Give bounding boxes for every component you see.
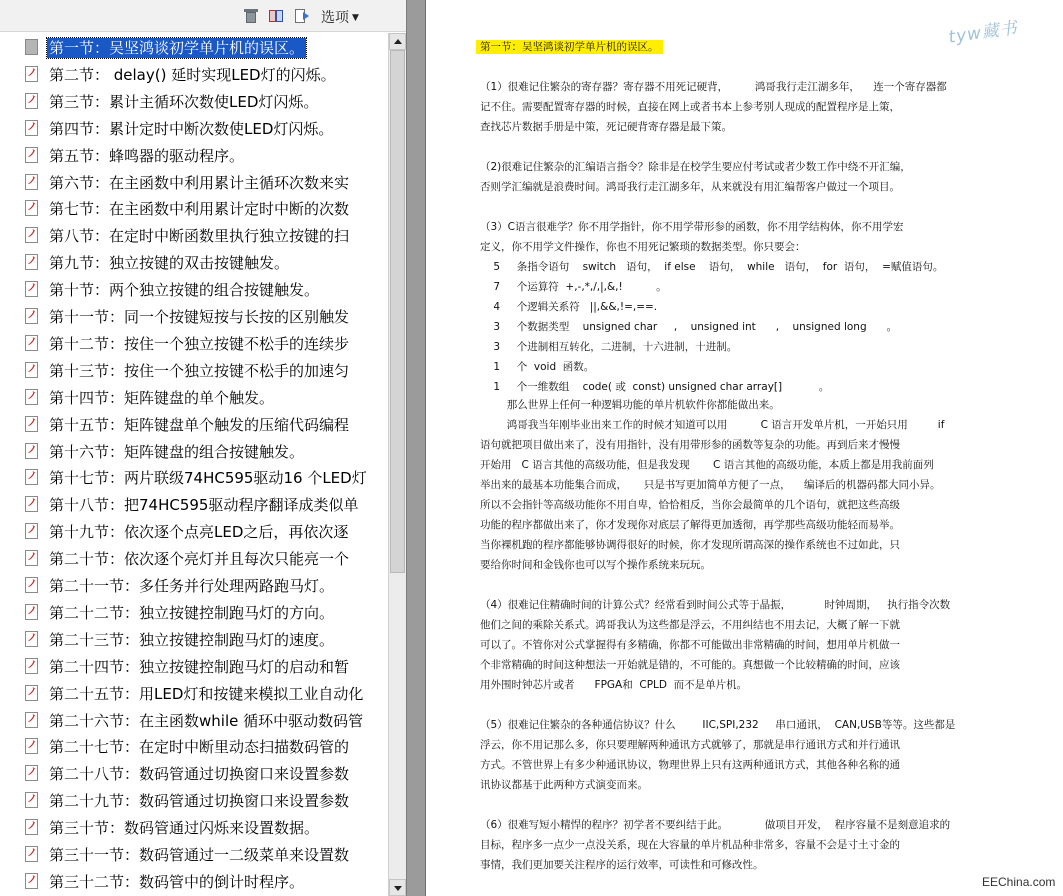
pdf-bookmark-icon: ノ: [25, 389, 40, 406]
bookmark-item[interactable]: [0, 171, 388, 198]
bookmark-label: 第五节：蜂鸣器的驱动程序。: [49, 146, 245, 165]
bookmark-item[interactable]: [0, 520, 388, 547]
document-line: 定义，你不用学文件操作，你也不用死记繁琐的数据类型。你只要会：: [480, 241, 806, 253]
delete-icon[interactable]: [243, 8, 259, 24]
bookmark-label: 第二节： delay() 延时实现LED灯的闪烁。: [49, 65, 336, 84]
bookmark-label: 第二十八节：数码管通过切换窗口来设置参数: [49, 765, 350, 784]
document-line: （2)很难记住繁杂的汇编语言指令？除非是在校学生要应付考试或者少数工作中绕不开汇编，: [480, 161, 911, 173]
document-line: 用外围时钟芯片或者 FPGA和 CPLD 而不是单片机。: [480, 679, 748, 691]
bookmark-item[interactable]: [0, 789, 388, 816]
document-line: 所以不会指针等高级功能你不用自卑，恰恰相反，当你会最简单的几个语句，就把这些高级: [480, 499, 900, 511]
pdf-bookmark-icon: ノ: [25, 308, 40, 325]
options-menu-button[interactable]: [321, 7, 359, 27]
bookmark-item[interactable]: [0, 197, 388, 224]
scroll-down-button[interactable]: [389, 879, 406, 896]
document-line: （3）C语言很难学？你不用学指针，你不用学带形参的函数，你不用学结构体，你不用学宏: [480, 221, 904, 233]
document-line: 事情，我们更加要关注程序的运行效率，可读性和可修改性。: [480, 859, 764, 871]
bookmark-item[interactable]: [0, 816, 388, 843]
pdf-bookmark-icon: ノ: [25, 712, 40, 729]
pdf-bookmark-icon: ノ: [25, 550, 40, 567]
chevron-down-icon: ▼: [352, 13, 359, 23]
pdf-bookmark-icon: ノ: [25, 362, 40, 379]
bookmark-label: 第二十节：依次逐个亮灯并且每次只能亮一个: [49, 550, 350, 569]
document-line: 3 个数据类型 unsigned char , unsigned int , unsigned long 。: [480, 321, 898, 333]
bookmark-label: 第二十九节：数码管通过切换窗口来设置参数: [49, 792, 350, 811]
expand-bookmark-icon[interactable]: [294, 8, 310, 24]
pdf-bookmark-icon: ノ: [25, 120, 40, 137]
bookmark-label: 第二十一节：多任务并行处理两路跑马灯。: [49, 577, 335, 595]
pdf-bookmark-icon: ノ: [25, 254, 40, 271]
bookmark-item[interactable]: [0, 359, 388, 386]
pdf-bookmark-icon: ノ: [25, 604, 40, 621]
bookmark-item[interactable]: [0, 251, 388, 278]
document-line: 1 个一维数组 code( 或 const) unsigned char array[] 。: [480, 381, 830, 393]
bookmarks-toolbar: [0, 0, 408, 32]
pdf-bookmark-icon: ノ: [25, 873, 40, 890]
bookmark-item[interactable]: [0, 278, 388, 305]
pdf-bookmark-icon: ノ: [25, 335, 40, 352]
chevron-up-icon: [394, 39, 402, 44]
document-page: [426, 0, 1063, 896]
bookmark-item[interactable]: [0, 305, 388, 332]
bookmark-label: 第十二节：按住一个独立按键不松手的连续步: [49, 334, 350, 353]
document-line: 4 个逻辑关系符 ||,&&,!=,==.: [480, 301, 658, 313]
bookmark-label: 第三十节：数码管通过闪烁来设置数据。: [49, 819, 320, 838]
document-line: 7 个运算符 +,-,*,/,|,&,! 。: [480, 281, 667, 293]
bookmark-item[interactable]: [0, 466, 388, 493]
scroll-up-button[interactable]: [389, 33, 406, 50]
document-line: 3 个进制相互转化，二进制，十六进制，十进制。: [480, 341, 738, 353]
bookmark-label: 第二十七节：在定时中断里动态扫描数码管的: [49, 738, 350, 757]
document-line: 个非常精确的时间这种想法一开始就是错的，不可能的。真想做一个比较精确的时间，应该: [480, 659, 900, 671]
bookmark-item[interactable]: [0, 870, 388, 896]
bookmark-item[interactable]: [0, 440, 388, 467]
pdf-bookmark-icon: ノ: [25, 93, 40, 110]
bookmark-label: 第二十三节：独立按键控制跑马灯的速度。: [49, 630, 335, 649]
pdf-bookmark-icon: ノ: [25, 631, 40, 648]
document-line: 否则学汇编就是浪费时间。鸿哥我行走江湖多年，从来就没有用汇编帮客户做过一个项目。: [480, 181, 900, 193]
footer-watermark: EEChina.com: [982, 875, 1056, 889]
pdf-bookmark-icon: ノ: [25, 443, 40, 460]
document-line: 那么世界上任何一种逻辑功能的单片机软件你都能做出来。: [480, 399, 780, 411]
pdf-bookmark-icon: ノ: [25, 174, 40, 191]
document-line: （1）很难记住繁杂的寄存器？寄存器不用死记硬背， 鸿哥我行走江湖多年， 连一个寄存器都: [480, 81, 947, 93]
bookmark-item[interactable]: [0, 843, 388, 870]
bookmark-scrollbar[interactable]: [388, 33, 406, 896]
pdf-bookmark-icon: ノ: [25, 846, 40, 863]
pdf-bookmark-icon: ノ: [25, 66, 40, 83]
pdf-bookmark-icon: ノ: [25, 281, 40, 298]
bookmark-label: 第二十四节：独立按键控制跑马灯的启动和暂: [49, 657, 350, 676]
chevron-down-icon: [394, 886, 402, 891]
pdf-bookmark-icon: ノ: [25, 200, 40, 217]
bookmark-label: 第十三节：按住一个独立按键不松手的加速匀: [49, 361, 350, 380]
bookmark-label: 第七节：在主函数中利用累计定时中断的次数: [49, 200, 350, 219]
bookmark-label: 第二十二节：独立按键控制跑马灯的方向。: [49, 603, 335, 622]
bookmark-label: 第十节：两个独立按键的组合按键触发。: [49, 281, 320, 300]
pdf-bookmark-icon: [25, 39, 40, 56]
pdf-bookmark-icon: ノ: [25, 469, 40, 486]
options-label: 选项: [321, 10, 349, 26]
pdf-bookmark-icon: ノ: [25, 765, 40, 782]
bookmark-label: 第八节：在定时中断函数里执行独立按键的扫: [49, 227, 350, 246]
pdf-bookmark-icon: ノ: [25, 496, 40, 513]
document-line: （5）很难记住繁杂的各种通信协议？什么 IIC,SPI,232 串口通讯， CAN,USB等等。这些都是: [480, 719, 956, 731]
pdf-bookmark-icon: ノ: [25, 819, 40, 836]
document-line: （6）很难写短小精悍的程序？初学者不要纠结于此。 做项目开发， 程序容量不是刻意追求的: [480, 819, 951, 831]
bookmark-label: 第四节：累计定时中断次数使LED灯闪烁。: [49, 119, 334, 138]
bookmark-label: 第十八节：把74HC595驱动程序翻译成类似单: [49, 496, 359, 515]
bookmark-item[interactable]: [0, 413, 388, 440]
document-line: 要给你时间和金钱你也可以写个操作系统来玩玩。: [480, 559, 711, 571]
bookmark-label: 第三节：累计主循环次数使LED灯闪烁。: [49, 92, 319, 111]
bookmark-label: 第十一节：同一个按键短按与长按的区别触发: [49, 308, 350, 326]
bookmark-item[interactable]: [0, 574, 388, 601]
bookmark-label: 第十九节：依次逐个点亮LED之后，再依次逐: [49, 523, 349, 542]
pdf-bookmark-icon: ノ: [25, 147, 40, 164]
bookmark-item[interactable]: [0, 63, 388, 90]
document-line: 鸿哥我当年刚毕业出来工作的时候才知道可以用 C 语言开发单片机，一开始只用 if: [480, 419, 945, 431]
document-line: 1 个 void 函数。: [480, 361, 595, 373]
bookmark-item[interactable]: [0, 332, 388, 359]
document-line: 记不住。需要配置寄存器的时候，直接在网上或者书本上参考别人现成的配置程序是上策，: [480, 101, 900, 113]
bookmark-list: [0, 32, 388, 896]
document-line: 方式。不管世界上有多少种通讯协议，物理世界上只有这两种通讯方式，其他各种名称的通: [480, 759, 900, 771]
bookmarks-panel: [0, 0, 408, 896]
bookmark-label: 第二十五节：用LED灯和按键来模拟工业自动化: [49, 684, 364, 703]
document-line: 当你裸机跑的程序都能够协调得很好的时候，你才发现所谓高深的操作系统也不过如此，只: [480, 539, 900, 551]
bookmark-label: 第三十二节：数码管中的倒计时程序。: [49, 872, 305, 891]
pdf-bookmark-icon: ノ: [25, 685, 40, 702]
bookmark-label: 第一节：吴坚鸿谈初学单片机的误区。: [49, 39, 305, 57]
bookmark-item[interactable]: [0, 762, 388, 789]
pdf-bookmark-icon: ノ: [25, 658, 40, 675]
watermark: tyw藏书: [947, 18, 1020, 48]
bookmark-label: 第二十六节：在主函数while 循环中驱动数码管: [49, 711, 364, 730]
bookmark-item[interactable]: [0, 493, 388, 520]
document-line: 目标，程序多一点少一点没关系，现在大容量的单片机品种非常多，容量不会是寸土寸金的: [480, 839, 900, 851]
bookmark-item[interactable]: [0, 601, 388, 628]
pdf-bookmark-icon: ノ: [25, 738, 40, 755]
bookmark-item[interactable]: [0, 709, 388, 736]
document-line: 可以了。不管你对公式掌握得有多精确，你都不可能做出非常精确的时间，想用单片机做一: [480, 639, 900, 651]
pdf-bookmark-icon: ノ: [25, 577, 40, 594]
document-line: 开始用 C 语言其他的高级功能，但是我发现 C 语言其他的高级功能，本质上都是用我前面列: [480, 459, 934, 471]
document-line: 5 条指令语句 switch 语句， if else 语句， while 语句， for 语句， =赋值语句。: [480, 261, 944, 273]
bookmark-item[interactable]: [0, 735, 388, 762]
scroll-thumb[interactable]: [390, 50, 405, 573]
bookmark-item[interactable]: [0, 547, 388, 574]
bookmark-item[interactable]: [0, 655, 388, 682]
document-line: （4）很难记住精确时间的计算公式？经常看到时间公式等于晶振， 时钟周期， 执行指令次数: [480, 599, 951, 611]
bookmark-label: 第十四节：矩阵键盘的单个触发。: [49, 388, 275, 407]
bookmark-item[interactable]: [0, 144, 388, 171]
bookmark-item[interactable]: [0, 117, 388, 144]
bookmark-item[interactable]: [0, 386, 388, 413]
bookmark-item[interactable]: [0, 224, 388, 251]
pdf-bookmark-icon: ノ: [25, 523, 40, 540]
bookmark-label: 第十六节：矩阵键盘的组合按键触发。: [49, 442, 305, 461]
bookmark-properties-icon[interactable]: [268, 8, 284, 24]
pdf-bookmark-icon: ノ: [25, 227, 40, 244]
bookmark-item[interactable]: [0, 628, 388, 655]
bookmark-label: 第九节：独立按键的双击按键触发。: [49, 254, 290, 273]
document-line: 查找芯片数据手册是中策，死记硬背寄存器是最下策。: [480, 121, 732, 133]
bookmark-label: 第十七节：两片联级74HC595驱动16 个LED灯: [49, 469, 367, 488]
document-line: 他们之间的乘除关系式。鸿哥我认为这些都是浮云，不用纠结也不用去记，大概了解一下就: [480, 619, 900, 631]
bookmark-label: 第十五节：矩阵键盘单个触发的压缩代码编程: [49, 415, 350, 434]
pdf-bookmark-icon: ノ: [25, 792, 40, 809]
document-line: 功能的程序都做出来了，你才发现你对底层了解得更加透彻，再学那些高级功能轻而易举。: [480, 519, 900, 531]
panel-splitter[interactable]: [406, 0, 426, 896]
document-line: 举出来的最基本功能集合而成， 只是书写更加简单方便了一点， 编译后的机器码都大同小异。: [480, 479, 941, 491]
bookmark-label: 第六节：在主函数中利用累计主循环次数来实: [49, 173, 350, 192]
bookmark-item[interactable]: [0, 682, 388, 709]
bookmark-item[interactable]: [0, 36, 388, 63]
pdf-bookmark-icon: ノ: [25, 416, 40, 433]
bookmark-label: 第三十一节：数码管通过一二级菜单来设置数: [49, 846, 350, 864]
document-line: 讯协议都基于此两种方式演变而来。: [480, 779, 648, 791]
bookmark-item[interactable]: [0, 90, 388, 117]
document-line: 浮云，你不用记那么多，你只要理解两种通讯方式就够了，那就是串行通讯方式和并行通讯: [480, 739, 900, 751]
document-line: 语句就把项目做出来了，没有用指针，没有用带形参的函数等复杂的功能。再到后来才慢慢: [480, 439, 900, 451]
section-title: 第一节：吴坚鸿谈初学单片机的误区。: [476, 40, 663, 54]
